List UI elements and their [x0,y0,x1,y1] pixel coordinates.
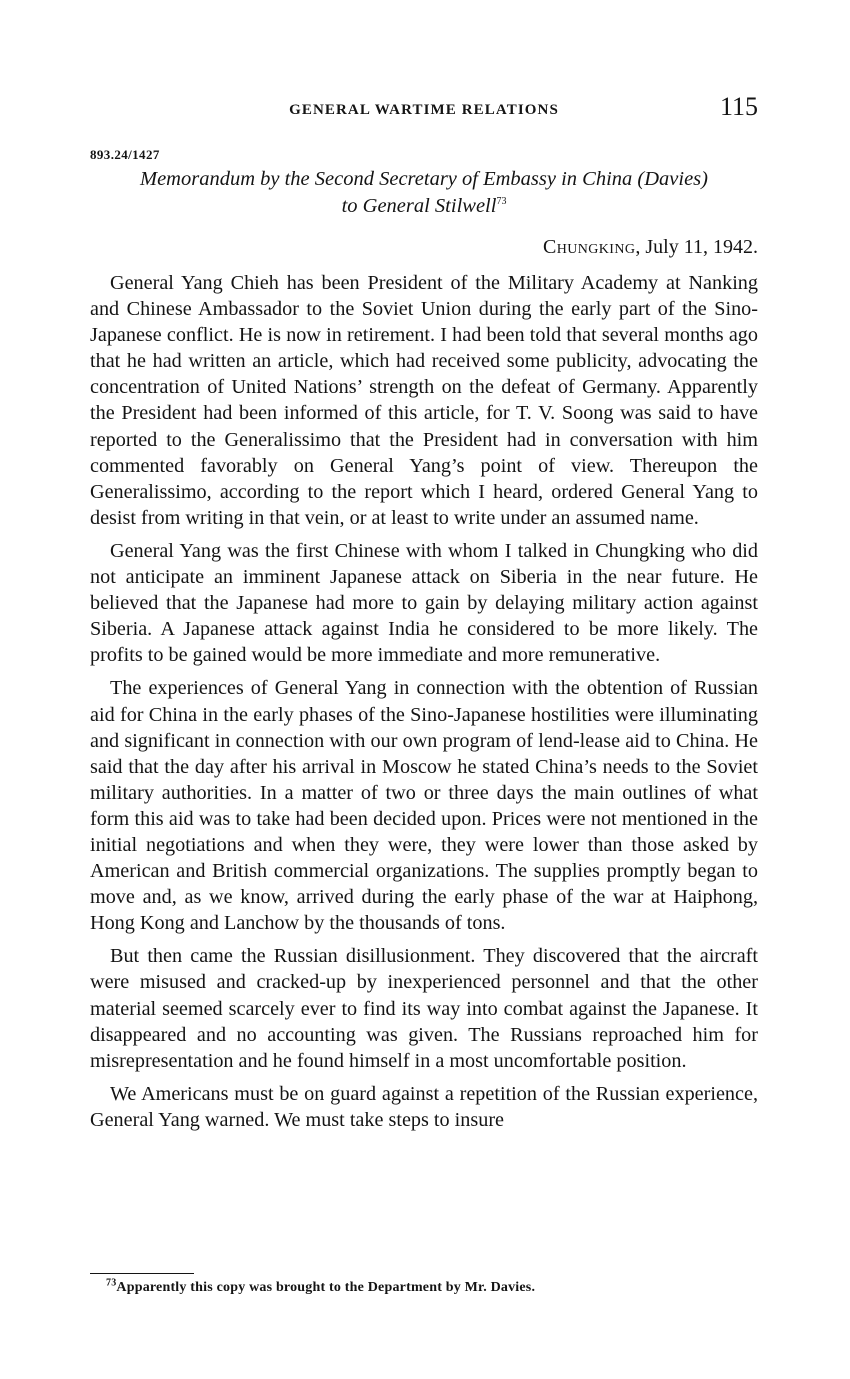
title-line-2 [90,193,758,220]
page-number: 115 [719,92,758,121]
paragraph: But then came the Russian disillusionment. They discovered that the aircraft were misused and cracked-up by inexperienced personnel and that the other material seemed scarcely ever to find its way into combat against the Japanese. It disappeared and no accounting was given. The Russians reproached him for misrepresentation and he found himself in a most uncomfortable position. [90,945,758,1072]
running-title: GENERAL WARTIME RELATIONS [289,102,559,118]
document-title [90,166,758,220]
footnote-reference: 73 [496,196,507,208]
paragraph: The experiences of General Yang in connection with the obtention of Russian aid for China in the early phases of the Sino-Japanese hostilities were illuminating and significant in connection with our own program of lend-lease aid to China. He said that the day after his arrival in Moscow he stated China’s needs to the Soviet military authorities. In a matter of two or three days the main outlines of what form this aid was to take had been decided upon. Prices were not mentioned in the initial negotiations and when they were, they were lower than those asked by American and British commercial organizations. The supplies promptly began to move and, as we know, arrived during the early phase of the war at Haiphong, Hong Kong and Lanchow by the thousands of tons. [90,677,758,935]
paragraph: General Yang Chieh has been President of the Military Academy at Nanking and Chinese Ambassador to the Soviet Union during the early part of the Sino-Japanese conflict. He is now in retirement. I had been told that several months ago that he had written an article, which had received some publicity, advocating the concentration of United Nations’ strength on the defeat of Germany. Apparently the President had been informed of this article, for T. V. Soong was said to have reported to the Generalissimo that the President had in conversation with him commented favorably on General Yang’s point of view. Thereupon the Generalissimo, according to the report which I heard, ordered General Yang to desist from writing in that vein, or at least to write under an assumed name. [90,272,758,529]
title-line-1: Memorandum by the Second Secretary of Embassy in China (Davies) [140,168,708,190]
title-line-2-text: to General Stilwell [341,195,497,217]
footnote-marker: 73 [106,1277,117,1289]
dateline [543,236,758,259]
running-head [90,92,758,128]
footnote-text: Apparently this copy was brought to the Department by Mr. Davies. [116,1280,536,1295]
footnote [106,1277,536,1296]
paragraph: General Yang was the first Chinese with whom I talked in Chungking who did not anticipate an imminent Japanese attack on Siberia in the near future. He believed that the Japanese had more to gain by delaying military action against Siberia. A Japanese attack against India he considered to be more likely. The profits to be gained would be more immediate and more remunerative. [90,539,758,667]
file-number: 893.24/1427 [90,147,160,162]
dateline-date: , July 11, 1942. [635,236,758,258]
footnote-divider [90,1273,194,1274]
memorandum-body [90,270,758,1140]
paragraph: We Americans must be on guard against a repetition of the Russian experience, General Yang warned. We must take steps to insure [90,1082,758,1131]
dateline-place: Chungking [543,236,636,258]
